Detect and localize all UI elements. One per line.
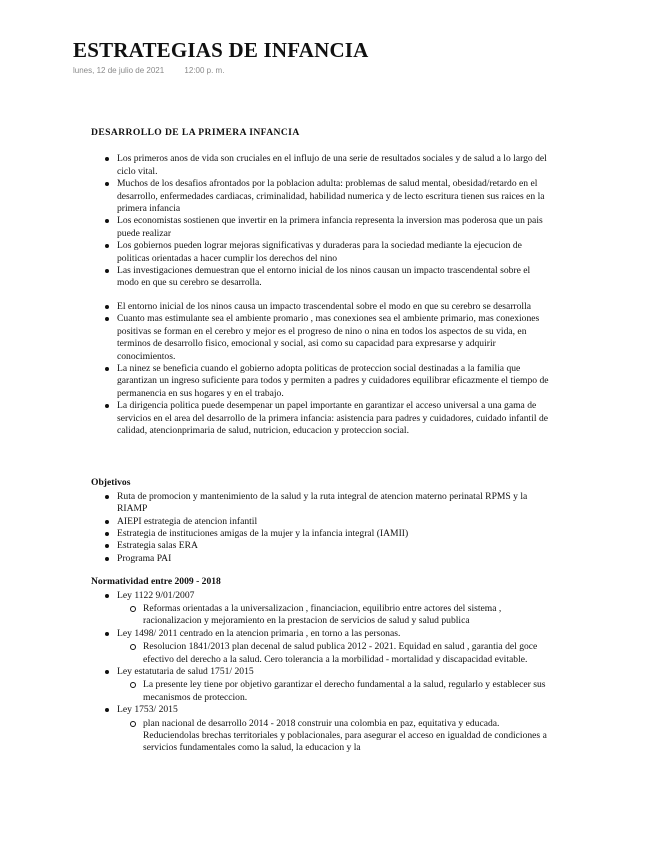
list-item: Cuanto mas estimulante sea el ambiente promario , mas conexiones sea el ambiente primario, mas conexiones positivas se forman en el cerebro y mejor es el progreso de nino o nina en todos los aspectos de su vida, en terminos de desarrollo fisico, emocional y social, asi como su capacidad para expresarse y adquirir conocimientos. bbox=[91, 313, 551, 363]
list-item: El entorno inicial de los ninos causa un impacto trascendental sobre el modo en que su cerebro se desarrolla bbox=[91, 301, 551, 313]
section-heading-normatividad: Normatividad entre 2009 - 2018 bbox=[91, 576, 221, 588]
page-meta bbox=[73, 66, 224, 75]
list-item: AIEPI estrategia de atencion infantil bbox=[91, 516, 551, 528]
sub-list bbox=[117, 641, 551, 666]
section-heading-objetivos: Objetivos bbox=[91, 477, 131, 489]
objetivos-list bbox=[91, 491, 551, 565]
list-item: Estrategia salas ERA bbox=[91, 540, 551, 552]
law-title: Ley estatutaria de salud 1751/ 2015 bbox=[117, 666, 254, 678]
page-title: ESTRATEGIAS DE INFANCIA bbox=[73, 38, 369, 62]
sub-list-item: plan nacional de desarrollo 2014 - 2018 construir una colombia en paz, equitativa y educada. Reduciendolas brechas territoriales y poblacionales, para asegurar el acceso en igualdad de condiciones a servicios fundamentales como la salud, la educacion y la bbox=[117, 718, 551, 755]
list-item bbox=[91, 590, 551, 628]
list-item bbox=[91, 704, 551, 755]
section-heading-primera-infancia: DESARROLLO DE LA PRIMERA INFANCIA bbox=[91, 127, 300, 138]
primera-infancia-list bbox=[91, 153, 551, 289]
list-item: Estrategia de instituciones amigas de la mujer y la infancia integral (IAMII) bbox=[91, 528, 551, 540]
sub-list bbox=[117, 603, 551, 628]
list-item: Las investigaciones demuestran que el entorno inicial de los ninos causan un impacto trascendental sobre el modo en que su cerebro se desarrolla. bbox=[91, 265, 551, 290]
list-item bbox=[91, 666, 551, 704]
list-item: Los gobiernos pueden lograr mejoras significativas y duraderas para la sociedad mediante la ejecucion de politicas orientadas a hacer cumplir los derechos del nino bbox=[91, 240, 551, 265]
primera-infancia-list-2 bbox=[91, 301, 551, 437]
law-title: Ley 1122 9/01/2007 bbox=[117, 589, 195, 601]
list-item bbox=[91, 628, 551, 666]
law-title: Ley 1753/ 2015 bbox=[117, 704, 178, 716]
list-item: Ruta de promocion y mantenimiento de la salud y la ruta integral de atencion materno perinatal RPMS y la RIAMP bbox=[91, 491, 551, 516]
sub-list bbox=[117, 679, 551, 704]
note-body bbox=[91, 127, 551, 755]
list-item: La ninez se beneficia cuando el gobierno adopta politicas de proteccion social destinadas a la familia que garantizan un ingreso suficiente para todos y permiten a padres y cuidadores equilibrar eficazmente el tiempo de permanencia en sus hogares y en el trabajo. bbox=[91, 363, 551, 400]
sub-list bbox=[117, 718, 551, 755]
sub-list-item: Resolucion 1841/2013 plan decenal de salud publica 2012 - 2021. Equidad en salud , garantia del goce efectivo del derecho a la salud. Cero tolerancia a la morbilidad - mortalidad y discapacidad evitable. bbox=[117, 641, 551, 666]
law-title: Ley 1498/ 2011 centrado en la atencion primaria , en torno a las personas. bbox=[117, 627, 401, 639]
page-time: 12:00 p. m. bbox=[184, 66, 225, 75]
page-date: lunes, 12 de julio de 2021 bbox=[73, 66, 165, 75]
list-item: Los primeros anos de vida son cruciales en el influjo de una serie de resultados sociales y de salud a lo largo del ciclo vital. bbox=[91, 153, 551, 178]
normatividad-list bbox=[91, 590, 551, 755]
list-item: Los economistas sostienen que invertir en la primera infancia representa la inversion mas poderosa que un pais puede realizar bbox=[91, 215, 551, 240]
sub-list-item: Reformas orientadas a la universalizacion , financiacion, equilibrio entre actores del sistema , racionalizacion y mejoramiento en la prestacion de servicios de salud y salud publica bbox=[117, 603, 551, 628]
list-item: La dirigencia politica puede desempenar un papel importante en garantizar el acceso universal a una gama de servicios en el area del desarrollo de la primera infancia: asistencia para padres y cuidadores, cuidado infantil de calidad, atencionprimaria de salud, nutricion, educacion y proteccion social. bbox=[91, 400, 551, 437]
list-item: Programa PAI bbox=[91, 553, 551, 565]
sub-list-item: La presente ley tiene por objetivo garantizar el derecho fundamental a la salud, regularlo y establecer sus mecanismos de proteccion. bbox=[117, 679, 551, 704]
list-item: Muchos de los desafios afrontados por la poblacion adulta: problemas de salud mental, obesidad/retardo en el desarrollo, enfermedades cardiacas, criminalidad, habilidad numerica y de lecto escritura tienen sus raices en la primera infancia bbox=[91, 178, 551, 215]
